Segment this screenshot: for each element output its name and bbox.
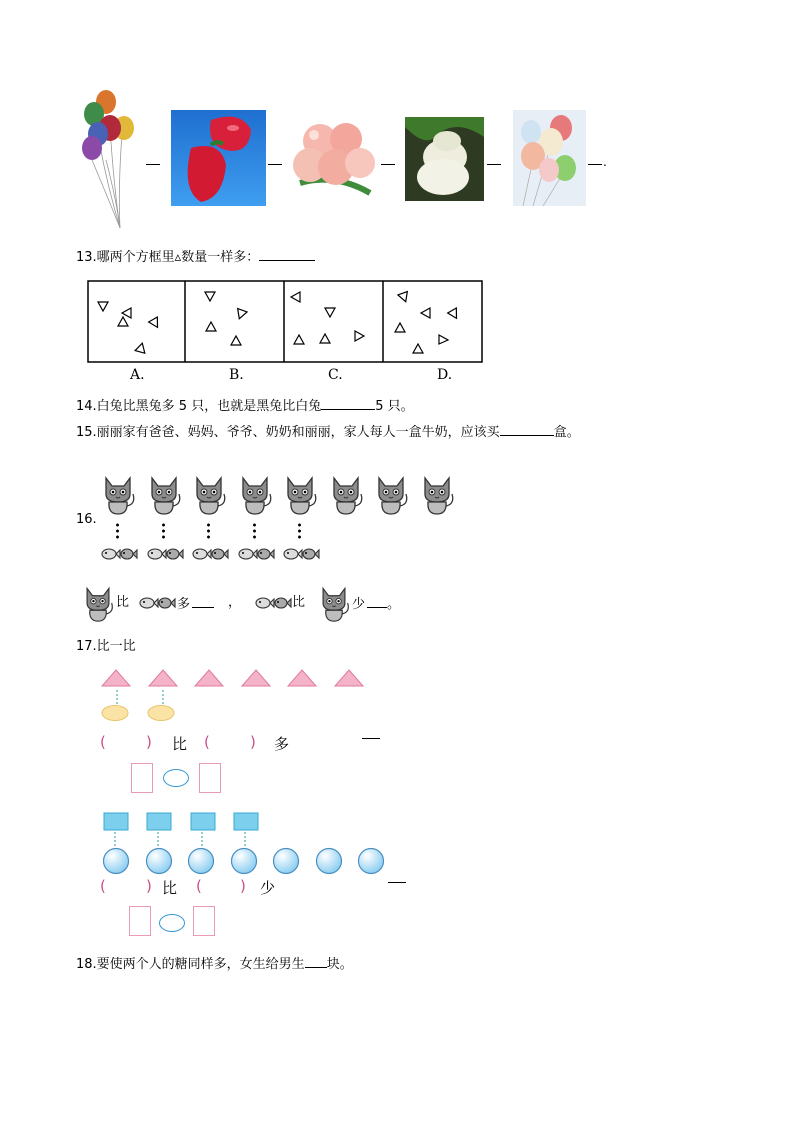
cat-icon [316,583,352,623]
fish-icon [254,593,292,613]
dots-row [100,520,340,544]
balls-row [102,847,392,875]
triangle-icon [291,292,300,302]
blank-line[interactable] [268,164,282,165]
blank-line[interactable] [588,164,602,165]
option-b: B. [229,367,244,383]
fish-icon [191,544,229,564]
answer-blank[interactable] [367,595,387,608]
blank-line[interactable] [487,164,501,165]
cat-icon [191,472,227,516]
blue-ball [272,847,300,875]
cabbage-image [405,117,484,201]
q12-period: . [603,155,607,169]
q18: 18.要使两个人的糖同样多，女生给男生 块。 [76,957,353,972]
blue-ball [187,847,215,875]
squares-row [103,812,273,832]
pink-triangle [333,668,365,688]
cat-icon [237,472,273,516]
triangle-icon [235,309,247,321]
fish-icon [237,544,275,564]
yellow-oval [100,704,130,722]
q13-label: 13.哪两个方框里▵数量一样多： [76,248,315,266]
triangle-icon [206,322,216,331]
pink-triangle [240,668,272,688]
fish-icon [100,544,138,564]
cat-icon [328,472,364,516]
triangle-icon [355,331,364,341]
number-box[interactable] [193,906,215,936]
option-c: C. [328,367,343,383]
fish-icon [282,544,320,564]
triangle-icon [135,342,147,353]
pink-triangle [286,668,318,688]
blue-square [190,812,216,832]
q16-number: 16. [76,512,97,527]
triangle-icon [118,317,128,326]
triangle-icon [149,317,162,330]
fish-icon [138,593,176,613]
number-box[interactable] [199,763,221,793]
answer-blank[interactable] [305,955,327,968]
balloons-image [78,88,138,233]
triangle-icon [231,336,241,345]
peaches-image [290,113,380,205]
blue-square [233,812,259,832]
compare-oval[interactable] [163,769,189,787]
q17-row1-sentence: ( ) 比 ( ) 多 [100,733,290,753]
ovals-row [100,704,220,724]
peppers-image [171,110,266,206]
blue-ball [315,847,343,875]
q17-row2-sentence: ( ) 比 ( ) 少 [100,877,276,897]
blue-ball [230,847,258,875]
yellow-oval [146,704,176,722]
answer-blank[interactable] [259,248,315,261]
cat-icon [100,472,136,516]
blue-square [103,812,129,832]
option-d: D. [437,367,453,383]
triangle-icon [398,292,410,304]
triangle-icon [413,344,423,353]
dotted-link [162,522,165,540]
balloons-photo [513,110,586,206]
q17-title: 17.比一比 [76,639,136,654]
word-bi: 比 [292,595,306,610]
blank-line[interactable] [146,164,160,165]
cats-row [100,472,460,518]
q13-boxes [87,280,483,364]
blue-square [146,812,172,832]
dotted-link [116,522,119,540]
comma: ， [228,595,242,610]
triangle-icon [320,334,330,343]
triangle-icon [325,308,335,317]
fish-icon [146,544,184,564]
compare-oval[interactable] [159,914,185,932]
triangle-icon [421,308,430,318]
triangle-icon [395,323,405,332]
blank-line[interactable] [381,164,395,165]
answer-blank[interactable] [500,423,554,436]
triangle-icon [205,292,215,301]
dotted-link [253,522,256,540]
triangle-icon [448,308,461,321]
cat-icon [419,472,455,516]
blue-ball [102,847,130,875]
number-box[interactable] [129,906,151,936]
cat-icon [146,472,182,516]
q15: 15.丽丽家有爸爸、妈妈、爷爷、奶奶和丽丽，家人每人一盒牛奶，应该买 盒。 [76,425,580,440]
blue-ball [357,847,385,875]
cat-icon [282,472,318,516]
pink-triangle [193,668,225,688]
fish-row [100,544,340,566]
blank-line[interactable] [388,882,406,883]
word-bi: 比 [116,595,130,610]
q16-blank1: 多 [177,595,214,613]
q16-sentence [80,583,420,623]
answer-blank[interactable] [192,595,214,608]
q14: 14.白兔比黑兔多 5 只，也就是黑兔比白兔 5 只。 [76,399,414,414]
option-a: A. [130,367,145,383]
dotted-link [298,522,301,540]
triangle-icon [439,335,448,344]
dotted-link [207,522,210,540]
blank-line[interactable] [362,738,380,739]
pink-triangle [147,668,179,688]
triangle-icon [294,335,304,344]
blue-ball [145,847,173,875]
cat-icon [373,472,409,516]
number-box[interactable] [131,763,153,793]
q16-blank2: 少 。 [352,597,401,612]
cat-icon [80,583,116,623]
pink-triangle [100,668,132,688]
answer-blank[interactable] [321,397,375,410]
triangle-icon [98,302,108,311]
